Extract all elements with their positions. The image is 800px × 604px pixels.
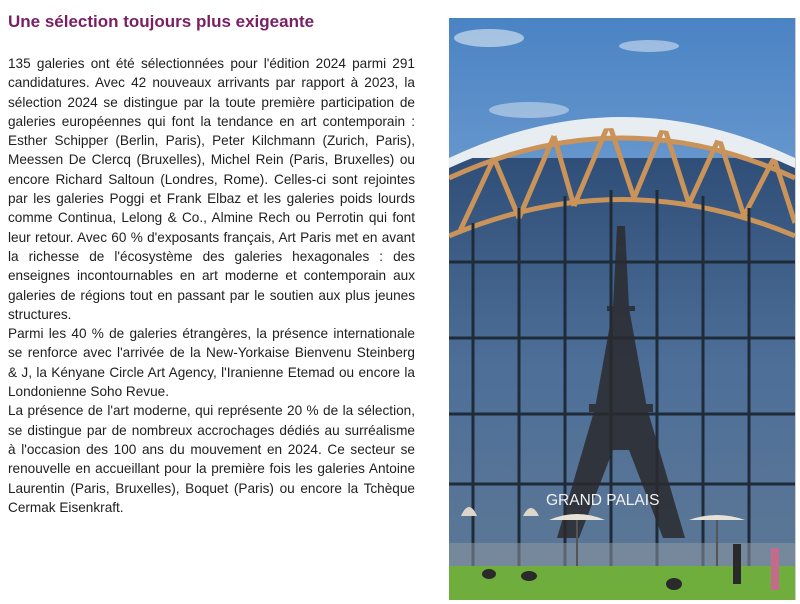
paragraph-3: La présence de l'art moderne, qui représente 20 % de la sélection, se distingue par de nombreux accrochages dédiés au surréalisme à l'occasion des 100 ans du mouvement en 2024. Ce secteur se renouvelle en accueillant pour la première fois les galeries Antoine Laurentin (Paris, Bruxelles), Boquet (Paris) ou encore la Tchèque Cermak Eisenkraft. <box>8 403 415 515</box>
paragraph-1: 135 galeries ont été sélectionnées pour l'édition 2024 parmi 291 candidatures. Avec 42 nouveaux arrivants par rapport à 2023, la sélection 2024 se distingue par la toute première participation de galeries européennes qui font la tendance en art contemporain : Esther Schipper (Berlin, Paris), Peter Kilchmann (Zurich, Paris), Meessen De Clercq (Bruxelles), Michel Rein (Paris, Bruxelles) ou encore Richard Saltoun (Londres, Rome). Celles-ci sont rejointes par les galeries Poggi et Frank Elbaz et les galeries poids lourds comme Continua, Lelong & Co., Almine Rech ou Perrotin qui font leur retour. Avec 60 % d'exposants français, Art Paris met en avant la richesse de l'écosystème des galeries hexagonales : des enseignes incontournables en art moderne et contemporain aux galeries de régions tout en passant par le soutien aux plus jeunes structures. <box>8 56 415 322</box>
lawn <box>449 566 795 600</box>
paragraph-2: Parmi les 40 % de galeries étrangères, la présence internationale se renforce avec l'arrivée de la New-Yorkaise Bienvenu Steinberg & J, la Kényane Circle Art Agency, l'Iranienne Etemad ou encore la Londonienne Soho Revue. <box>8 326 415 400</box>
cloud <box>489 102 569 118</box>
cloud <box>619 40 679 52</box>
grand-palais-photo <box>449 18 796 600</box>
cloud <box>454 29 524 47</box>
article-title: Une sélection toujours plus exigeante <box>8 12 315 31</box>
article-body <box>8 54 415 517</box>
barrier <box>449 543 795 567</box>
grand-palais-sign: GRAND PALAIS <box>546 492 660 509</box>
